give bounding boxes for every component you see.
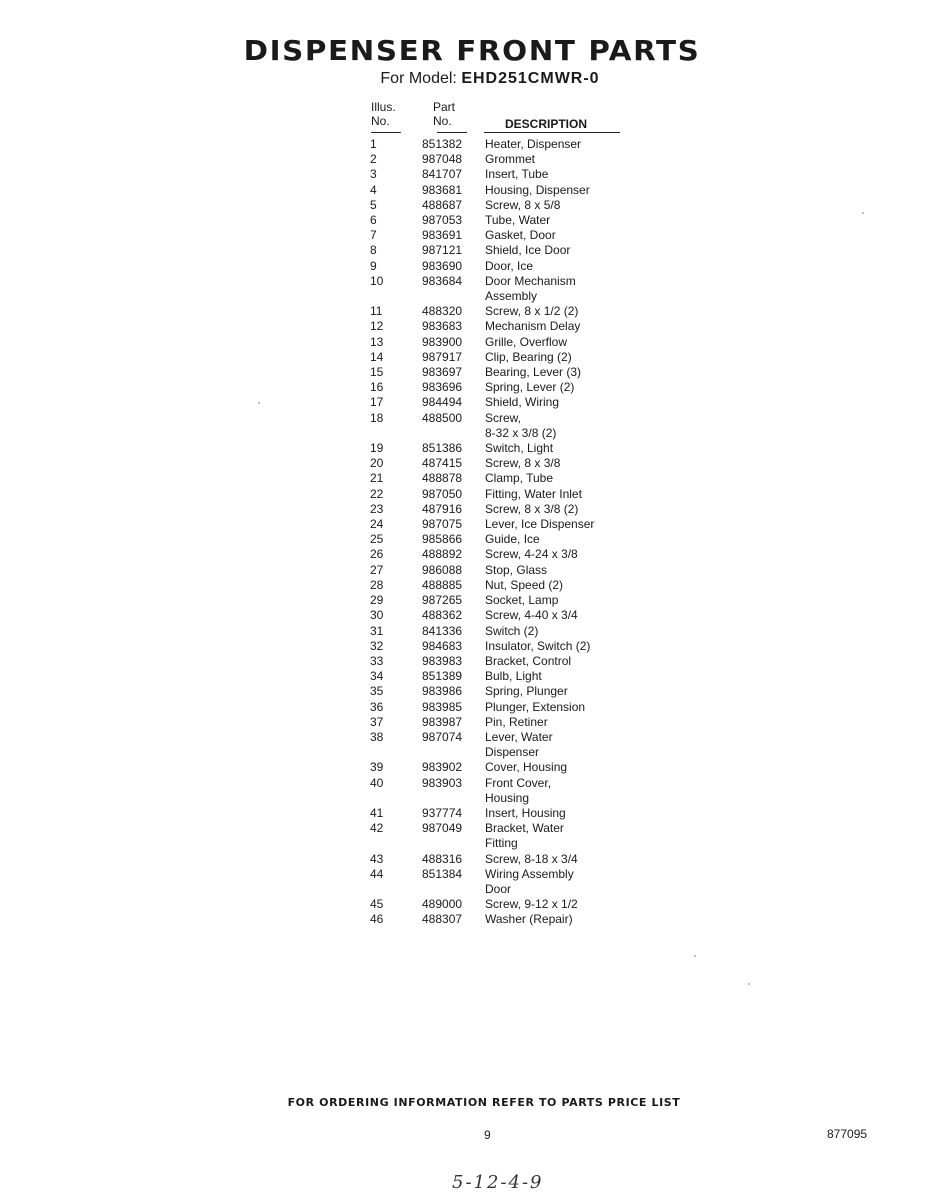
illus-header-line2: No.	[371, 114, 390, 128]
part-number: 987049	[422, 821, 463, 836]
description-line: Cover, Housing	[485, 760, 568, 775]
description-line: Screw, 8 x 3/8 (2)	[485, 501, 579, 516]
description-line: Clamp, Tube	[485, 471, 554, 486]
part-number: 937774	[422, 805, 463, 820]
part-number: 987048	[422, 152, 463, 167]
part-number: 986088	[422, 562, 463, 577]
part-number: 983683	[422, 319, 463, 334]
part-description	[485, 365, 635, 380]
part-description	[485, 700, 635, 715]
parts-table-row	[370, 243, 640, 258]
illus-number: 28	[370, 577, 384, 592]
illus-number: 45	[370, 897, 384, 912]
description-line: Shield, Ice Door	[485, 243, 571, 258]
description-line: Door, Ice	[485, 258, 534, 273]
part-header-line1: Part	[433, 100, 456, 114]
parts-table-row	[370, 228, 640, 243]
description-line: Screw, 4-24 x 3/8	[485, 547, 578, 562]
part-number: 488362	[422, 608, 463, 623]
part-number: 985866	[422, 532, 463, 547]
description-line: Screw, 8 x 3/8	[485, 456, 561, 471]
description-line: Nut, Speed (2)	[485, 577, 564, 592]
scan-speck	[862, 212, 864, 214]
document-number: 877095	[827, 1127, 868, 1141]
parts-table	[370, 137, 640, 928]
parts-table-row	[370, 608, 640, 623]
illus-number: 33	[370, 653, 384, 668]
parts-table-row	[370, 471, 640, 486]
parts-table-row	[370, 912, 640, 927]
part-number: 987917	[422, 349, 463, 364]
part-description	[485, 350, 635, 365]
part-description	[485, 760, 635, 775]
part-number: 984494	[422, 395, 463, 410]
illus-header-line1: Illus.	[371, 100, 396, 114]
description-line: Tube, Water	[485, 213, 551, 228]
description-line: Door Mechanism	[485, 273, 576, 288]
part-number: 983696	[422, 380, 463, 395]
description-line: 8-32 x 3/8 (2)	[485, 425, 557, 440]
illus-number: 9	[370, 258, 377, 273]
page-title: DISPENSER FRONT PARTS	[243, 34, 701, 67]
part-description	[485, 912, 635, 927]
description-line: Lever, Water	[485, 729, 553, 744]
description-line: Insert, Housing	[485, 805, 566, 820]
illus-number: 12	[370, 319, 384, 334]
parts-table-row	[370, 304, 640, 319]
description-line: Grommet	[485, 152, 536, 167]
part-number: 987265	[422, 593, 463, 608]
description-line: Gasket, Door	[485, 228, 556, 243]
part-number: 983691	[422, 228, 463, 243]
part-description	[485, 578, 635, 593]
part-description	[485, 380, 635, 395]
illus-number: 24	[370, 517, 384, 532]
part-description	[485, 776, 635, 806]
illus-number: 3	[370, 167, 377, 182]
parts-table-row	[370, 365, 640, 380]
part-number: 488320	[422, 304, 463, 319]
illus-number: 22	[370, 486, 384, 501]
part-number: 983684	[422, 273, 463, 288]
part-description	[485, 441, 635, 456]
illus-number: 6	[370, 213, 377, 228]
part-number: 983690	[422, 258, 463, 273]
illus-number: 17	[370, 395, 384, 410]
description-line: Bracket, Water	[485, 821, 564, 836]
description-line: Housing, Dispenser	[485, 182, 590, 197]
part-description	[485, 213, 635, 228]
parts-table-row	[370, 821, 640, 851]
part-description	[485, 867, 635, 897]
illus-number: 19	[370, 441, 384, 456]
description-line: Washer (Repair)	[485, 912, 573, 927]
description-line: Stop, Glass	[485, 562, 548, 577]
model-label: For Model:	[380, 70, 457, 87]
part-number: 488316	[422, 851, 463, 866]
illus-number: 41	[370, 805, 384, 820]
parts-table-row	[370, 654, 640, 669]
parts-table-row	[370, 852, 640, 867]
illus-number: 2	[370, 152, 377, 167]
illus-number: 37	[370, 714, 384, 729]
parts-table-row	[370, 411, 640, 441]
parts-table-row	[370, 760, 640, 775]
part-description	[485, 821, 635, 851]
part-number: 983681	[422, 182, 463, 197]
description-line: Door	[485, 881, 512, 896]
parts-table-row	[370, 456, 640, 471]
part-number: 983697	[422, 365, 463, 380]
illus-number: 36	[370, 699, 384, 714]
illus-number: 25	[370, 532, 384, 547]
description-line: Switch (2)	[485, 623, 539, 638]
illus-number: 20	[370, 456, 384, 471]
illus-number: 44	[370, 866, 384, 881]
illus-number: 15	[370, 365, 384, 380]
part-number: 984683	[422, 638, 463, 653]
description-line: Pin, Retiner	[485, 714, 548, 729]
illus-number: 23	[370, 501, 384, 516]
illus-number: 16	[370, 380, 384, 395]
illus-number: 34	[370, 669, 384, 684]
description-line: Bulb, Light	[485, 669, 542, 684]
part-description	[485, 487, 635, 502]
ordering-note: FOR ORDERING INFORMATION REFER TO PARTS PRICE LIST	[287, 1096, 681, 1109]
page-number: 9	[484, 1128, 491, 1142]
part-description	[485, 259, 635, 274]
description-line: Wiring Assembly	[485, 866, 574, 881]
part-number: 488307	[422, 912, 463, 927]
part-number: 987075	[422, 517, 463, 532]
part-description	[485, 167, 635, 182]
illus-number: 8	[370, 243, 377, 258]
parts-table-row	[370, 167, 640, 182]
part-number: 841336	[422, 623, 463, 638]
part-description	[485, 183, 635, 198]
part-description	[485, 198, 635, 213]
description-line: Dispenser	[485, 745, 540, 760]
part-description	[485, 669, 635, 684]
part-number: 487415	[422, 456, 463, 471]
part-number: 488500	[422, 410, 463, 425]
part-number: 983900	[422, 334, 463, 349]
description-line: Mechanism Delay	[485, 319, 581, 334]
parts-table-row	[370, 806, 640, 821]
description-line: Bearing, Lever (3)	[485, 365, 582, 380]
part-number: 851386	[422, 441, 463, 456]
part-description	[485, 547, 635, 562]
part-description	[485, 639, 635, 654]
part-description	[485, 852, 635, 867]
illus-number: 18	[370, 410, 384, 425]
description-line: Insert, Tube	[485, 167, 549, 182]
part-description	[485, 395, 635, 410]
description-line: Screw, 4-40 x 3/4	[485, 608, 578, 623]
part-description	[485, 684, 635, 699]
illus-number: 31	[370, 623, 384, 638]
parts-table-row	[370, 380, 640, 395]
scan-speck	[258, 402, 260, 404]
illus-number: 21	[370, 471, 384, 486]
part-description	[485, 411, 635, 441]
part-description	[485, 228, 635, 243]
scan-speck	[694, 955, 696, 957]
part-description	[485, 593, 635, 608]
illus-number: 29	[370, 593, 384, 608]
parts-table-row	[370, 867, 640, 897]
parts-table-row	[370, 624, 640, 639]
description-line: Fitting, Water Inlet	[485, 486, 582, 501]
description-line: Bracket, Control	[485, 653, 572, 668]
part-description	[485, 563, 635, 578]
parts-table-row	[370, 593, 640, 608]
part-header-line2: No.	[433, 114, 452, 128]
handwritten-note: 5-12-4-9	[452, 1172, 544, 1193]
part-number: 841707	[422, 167, 463, 182]
illus-number: 5	[370, 197, 377, 212]
description-line: Shield, Wiring	[485, 395, 560, 410]
parts-table-row	[370, 137, 640, 152]
description-line: Front Cover,	[485, 775, 552, 790]
part-number: 488892	[422, 547, 463, 562]
description-line: Insulator, Switch (2)	[485, 638, 591, 653]
header-rule	[437, 132, 467, 133]
part-number: 987121	[422, 243, 463, 258]
illus-number: 26	[370, 547, 384, 562]
illus-number: 32	[370, 638, 384, 653]
parts-table-row	[370, 639, 640, 654]
illus-number: 11	[370, 304, 383, 319]
part-description	[485, 502, 635, 517]
part-number: 983983	[422, 653, 463, 668]
parts-table-row	[370, 700, 640, 715]
part-description	[485, 532, 635, 547]
part-description	[485, 319, 635, 334]
description-line: Screw, 8-18 x 3/4	[485, 851, 578, 866]
part-description	[485, 152, 635, 167]
illus-number: 14	[370, 349, 384, 364]
description-line: Screw, 9-12 x 1/2	[485, 897, 578, 912]
parts-table-row	[370, 213, 640, 228]
illus-number: 46	[370, 912, 384, 927]
description-line: Spring, Plunger	[485, 684, 568, 699]
illus-number: 42	[370, 821, 384, 836]
part-number: 851389	[422, 669, 463, 684]
part-description	[485, 897, 635, 912]
model-number: EHD251CMWR-0	[461, 70, 600, 87]
parts-table-row	[370, 259, 640, 274]
parts-table-row	[370, 350, 640, 365]
illus-number: 43	[370, 851, 384, 866]
part-number: 987050	[422, 486, 463, 501]
part-number: 987053	[422, 213, 463, 228]
illus-number: 30	[370, 608, 384, 623]
description-line: Grille, Overflow	[485, 334, 568, 349]
parts-table-row	[370, 183, 640, 198]
parts-table-row	[370, 319, 640, 334]
parts-table-row	[370, 547, 640, 562]
parts-table-row	[370, 152, 640, 167]
model-subtitle	[0, 70, 944, 88]
parts-table-row	[370, 897, 640, 912]
illus-number: 13	[370, 334, 384, 349]
part-description	[485, 137, 635, 152]
illus-number: 10	[370, 273, 384, 288]
description-line: Switch, Light	[485, 441, 554, 456]
illus-number: 40	[370, 775, 384, 790]
part-number: 983987	[422, 714, 463, 729]
parts-table-row	[370, 730, 640, 760]
part-number: 983985	[422, 699, 463, 714]
header-rule	[371, 132, 401, 133]
description-line: Screw, 8 x 1/2 (2)	[485, 304, 579, 319]
parts-table-row	[370, 274, 640, 304]
description-line: Socket, Lamp	[485, 593, 559, 608]
part-number: 987074	[422, 729, 463, 744]
description-line: Plunger, Extension	[485, 699, 586, 714]
part-number: 983903	[422, 775, 463, 790]
header-rule	[484, 132, 620, 133]
illus-no-header	[371, 100, 411, 128]
parts-table-row	[370, 532, 640, 547]
parts-table-row	[370, 517, 640, 532]
description-line: Screw, 8 x 5/8	[485, 197, 561, 212]
part-description	[485, 304, 635, 319]
illus-number: 39	[370, 760, 384, 775]
part-description	[485, 456, 635, 471]
parts-table-row	[370, 715, 640, 730]
part-description	[485, 608, 635, 623]
parts-table-row	[370, 669, 640, 684]
scan-speck	[748, 983, 750, 985]
description-line: Assembly	[485, 289, 538, 304]
parts-table-row	[370, 441, 640, 456]
parts-table-row	[370, 487, 640, 502]
parts-table-row	[370, 684, 640, 699]
illus-number: 4	[370, 182, 377, 197]
part-number: 487916	[422, 501, 463, 516]
part-description	[485, 274, 635, 304]
part-description	[485, 335, 635, 350]
description-line: Guide, Ice	[485, 532, 540, 547]
part-number: 489000	[422, 897, 463, 912]
illus-number: 35	[370, 684, 384, 699]
parts-table-row	[370, 776, 640, 806]
description-line: Fitting	[485, 836, 518, 851]
illus-number: 27	[370, 562, 384, 577]
parts-table-row	[370, 395, 640, 410]
part-description	[485, 471, 635, 486]
parts-table-row	[370, 563, 640, 578]
illus-number: 1	[370, 137, 377, 151]
parts-table-row	[370, 502, 640, 517]
description-line: Spring, Lever (2)	[485, 380, 575, 395]
part-number: 851382	[422, 137, 463, 151]
parts-table-row	[370, 578, 640, 593]
illus-number: 7	[370, 228, 377, 243]
parts-table-row	[370, 335, 640, 350]
part-number: 488885	[422, 577, 463, 592]
part-description	[485, 624, 635, 639]
part-number: 488878	[422, 471, 463, 486]
part-description	[485, 517, 635, 532]
part-number: 983902	[422, 760, 463, 775]
part-number: 983986	[422, 684, 463, 699]
illus-number: 38	[370, 729, 384, 744]
part-number: 851384	[422, 866, 463, 881]
description-line: Screw,	[485, 410, 522, 425]
part-description	[485, 654, 635, 669]
description-line: Heater, Dispenser	[485, 137, 582, 151]
parts-table-row	[370, 198, 640, 213]
description-line: Clip, Bearing (2)	[485, 349, 572, 364]
part-number: 488687	[422, 197, 463, 212]
part-description	[485, 243, 635, 258]
part-description	[485, 806, 635, 821]
part-no-header	[433, 100, 473, 128]
part-description	[485, 715, 635, 730]
description-line: Housing	[485, 790, 530, 805]
description-line: Lever, Ice Dispenser	[485, 517, 595, 532]
part-description	[485, 730, 635, 760]
description-header: DESCRIPTION	[505, 117, 588, 131]
